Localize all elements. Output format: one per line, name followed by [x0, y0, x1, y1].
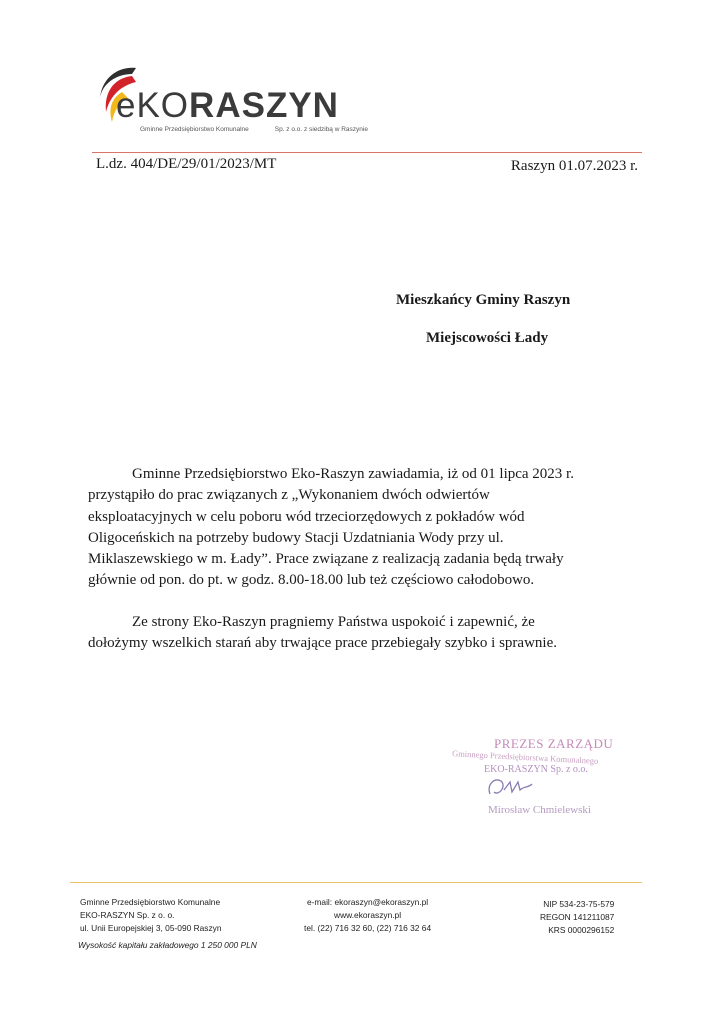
footer-email[interactable]: e-mail: ekoraszyn@ekoraszyn.pl: [306, 897, 429, 907]
footer-regon: REGON 141211087: [540, 911, 615, 922]
paragraph-2-line: dołożymy wszelkich starań aby trwające prace przebiegały szybko i sprawnie.: [88, 635, 557, 652]
president-stamp: [444, 736, 654, 826]
logo-subtitle: [140, 126, 368, 133]
stamp-company-line: Gminnego Przedsiębiorstwa Komunalnego: [451, 748, 599, 766]
paragraph-1-line: przystąpiło do prac związanych z „Wykonaniem dwóch odwiertów: [88, 487, 490, 504]
addressee-line-1: Mieszkańcy Gminy Raszyn: [396, 292, 571, 308]
header-divider: [92, 152, 642, 153]
logo-wordmark-raszyn: RASZYN: [189, 86, 339, 125]
logo-wordmark-eko: eKO: [116, 86, 190, 125]
company-logo: [92, 62, 372, 142]
footer-website[interactable]: www.ekoraszyn.pl: [334, 909, 402, 920]
paragraph-1-line: Gminne Przedsiębiorstwo Eko-Raszyn zawiadamia, iż od 01 lipca 2023 r.: [132, 466, 574, 482]
footer-company-info: [80, 896, 222, 934]
logo-wordmark: [116, 86, 339, 126]
paragraph-2-line: Ze strony Eko-Raszyn pragniemy Państwa uspokoić i zapewnić, że: [132, 614, 535, 630]
stamp-title: PREZES ZARZĄDU: [494, 736, 614, 751]
addressee-line-2: Miejscowości Łady: [426, 330, 549, 346]
body-paragraph-2: [88, 612, 640, 655]
stamp-company: EKO-RASZYN Sp. z o.o.: [484, 764, 588, 775]
reference-number: L.dz. 404/DE/29/01/2023/MT: [96, 156, 277, 172]
paragraph-1-line: głównie od pon. do pt. w godz. 8.00-18.00 lub też częściowo całodobowo.: [88, 572, 535, 589]
body-paragraph-1: [88, 464, 640, 592]
paragraph-1-line: Oligoceńskich na potrzeby budowy Stacji Uzdatniania Wody przy ul.: [88, 529, 504, 546]
stamp-signatory-name: Mirosław Chmielewski: [488, 804, 591, 816]
paragraph-1-line: eksploatacyjnych w celu poboru wód trzeciorzędowych z pokładów wód: [88, 508, 525, 525]
footer-company-line: EKO-RASZYN Sp. z o. o.: [80, 909, 175, 920]
footer-contact: [304, 896, 431, 934]
paragraph-1-line: Miklaszewskiego w m. Łady”. Prace związane z realizacją zadania będą trwały: [88, 551, 564, 568]
logo-subtitle-right: Sp. z o.o. z siedzibą w Raszynie: [274, 126, 368, 133]
footer-registry: [540, 898, 614, 936]
footer-nip: NIP 534-23-75-579: [543, 899, 615, 909]
logo-subtitle-left: Gminne Przedsiębiorstwo Komunalne: [140, 126, 249, 133]
footer-phone: tel. (22) 716 32 60, (22) 716 32 64: [304, 922, 432, 933]
footer-krs: KRS 0000296152: [548, 924, 615, 935]
footer-company-line: ul. Unii Europejskiej 3, 05-090 Raszyn: [80, 922, 222, 933]
footer-share-capital: Wysokość kapitału zakładowego 1 250 000 PLN: [78, 940, 257, 950]
footer-company-line: Gminne Przedsiębiorstwo Komunalne: [80, 897, 221, 907]
letter-date: Raszyn 01.07.2023 r.: [510, 158, 638, 174]
handwritten-signature-icon: [482, 772, 552, 802]
footer-divider: [70, 882, 642, 883]
